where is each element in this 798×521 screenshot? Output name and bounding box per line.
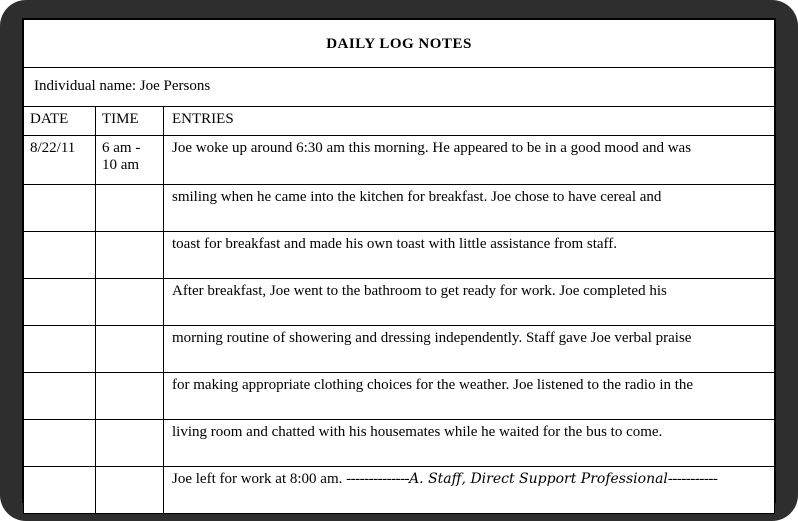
cell-entry <box>164 372 775 419</box>
column-header-time: TIME <box>96 106 164 135</box>
cell-date <box>24 466 96 513</box>
entry-text: toast for breakfast and made his own toast with little assistance from staff. <box>172 235 618 252</box>
title-row <box>24 20 775 68</box>
cell-date: 8/22/11 <box>24 135 96 184</box>
cell-time <box>96 325 164 372</box>
cell-date <box>24 231 96 278</box>
cell-time <box>96 231 164 278</box>
cell-time <box>96 372 164 419</box>
cell-entry-signature <box>164 466 775 513</box>
table-row <box>24 231 775 278</box>
dashes-left: -------------- <box>346 470 410 487</box>
table-row <box>24 466 775 513</box>
cell-time <box>96 278 164 325</box>
document-page <box>22 18 776 503</box>
cell-date <box>24 325 96 372</box>
table-row <box>24 184 775 231</box>
cell-time <box>96 466 164 513</box>
column-header-row <box>24 106 775 135</box>
dashes-right: ----------- <box>667 470 718 487</box>
entry-text: living room and chatted with his housemates while he waited for the bus to come. <box>172 423 663 440</box>
table-row <box>24 135 775 184</box>
individual-row <box>24 68 775 106</box>
cell-date <box>24 184 96 231</box>
entry-signature-line <box>172 471 768 488</box>
individual-name-line: Individual name: Joe Persons <box>24 68 775 106</box>
cell-entry <box>164 325 775 372</box>
table-row <box>24 278 775 325</box>
entry-text: for making appropriate clothing choices for the weather. Joe listened to the radio in the <box>172 376 694 393</box>
entry-text: Joe woke up around 6:30 am this morning. He appeared to be in a good mood and was <box>172 139 692 156</box>
cell-entry <box>164 278 775 325</box>
cell-entry <box>164 184 775 231</box>
cell-entry <box>164 419 775 466</box>
column-header-date: DATE <box>24 106 96 135</box>
cell-date <box>24 419 96 466</box>
entry-text: smiling when he came into the kitchen for breakfast. Joe chose to have cereal and <box>172 188 662 205</box>
entry-text: morning routine of showering and dressing independently. Staff gave Joe verbal praise <box>172 329 692 346</box>
page-title: DAILY LOG NOTES <box>24 20 775 68</box>
table-row <box>24 325 775 372</box>
cell-date <box>24 372 96 419</box>
daily-log-table <box>23 19 775 514</box>
cell-date <box>24 278 96 325</box>
table-row <box>24 372 775 419</box>
cell-time-line1: 6 am - <box>102 139 141 156</box>
column-header-entries: ENTRIES <box>164 106 775 135</box>
entry-text: After breakfast, Joe went to the bathroom to get ready for work. Joe completed his <box>172 282 667 299</box>
cell-time <box>96 135 164 184</box>
cell-time <box>96 419 164 466</box>
cell-time-line2: 10 am <box>102 156 140 173</box>
cell-entry <box>164 135 775 184</box>
cell-entry <box>164 231 775 278</box>
entry-text: Joe left for work at 8:00 am. <box>172 470 347 487</box>
signature-text: A. Staff, Direct Support Professional <box>409 470 668 487</box>
table-row <box>24 419 775 466</box>
cell-time <box>96 184 164 231</box>
